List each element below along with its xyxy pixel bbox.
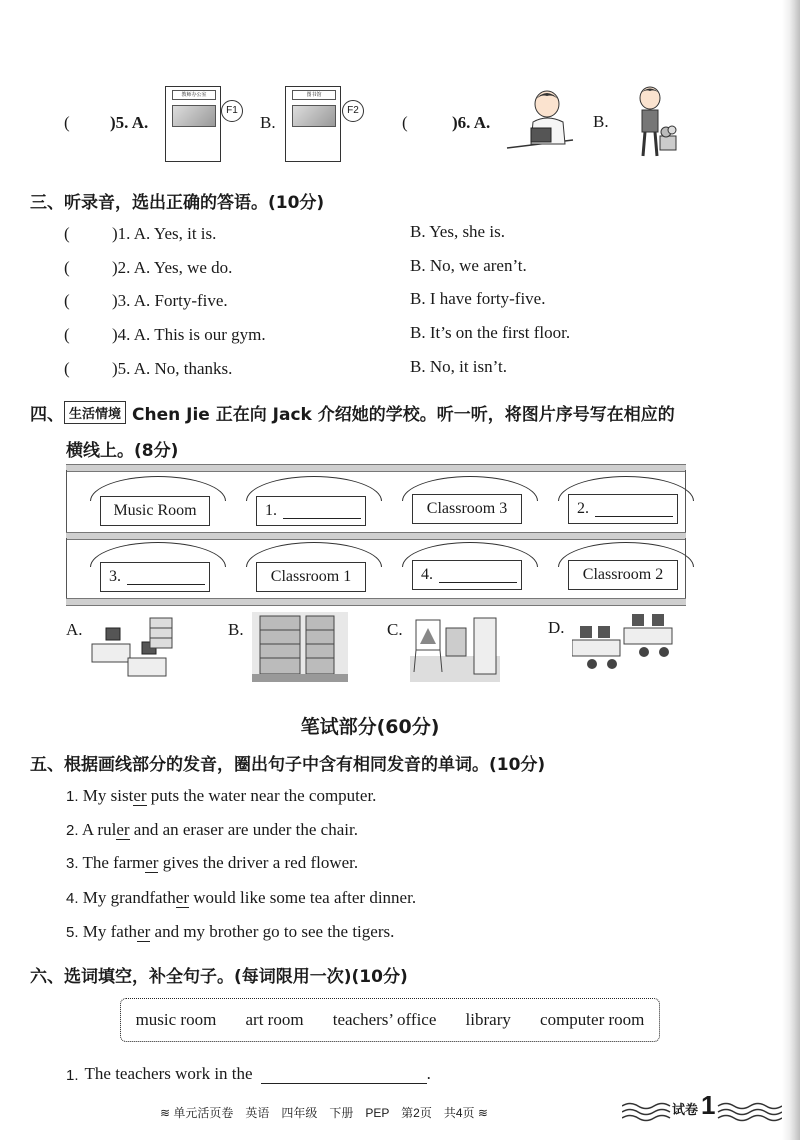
boy-watering-image — [630, 86, 680, 160]
s5-post: would like some tea after dinner. — [189, 888, 417, 907]
s5-sentence-1 — [66, 786, 376, 806]
pic-c-label: C. — [387, 620, 403, 639]
q5-paren: ( — [64, 113, 70, 132]
s3-item-1-paren: ( — [64, 224, 70, 243]
s3-item-2-b: B. No, we aren’t. — [410, 256, 527, 275]
q5-label: )5. A. — [110, 113, 149, 132]
s5-sentence-3 — [66, 853, 358, 873]
room-label: Classroom 3 — [412, 494, 522, 524]
s5-sentence-4 — [66, 888, 416, 908]
s5-post: and my brother go to see the tigers. — [150, 922, 395, 941]
word-bank-item: library — [465, 1010, 511, 1029]
section-4-title-line2: 横线上。(8分) — [66, 441, 179, 461]
floor-badge-f1: F1 — [221, 100, 243, 122]
room-top-2 — [252, 486, 374, 530]
s5-underline: er — [137, 922, 151, 941]
room-blank[interactable] — [100, 562, 210, 592]
s5-underline: er — [145, 853, 159, 872]
word-bank-item: teachers’ office — [332, 1010, 437, 1029]
room-bottom-3 — [408, 552, 530, 596]
s5-post: and an eraser are under the chair. — [129, 820, 358, 839]
blank-line — [283, 504, 361, 519]
word-bank — [120, 998, 660, 1042]
word-bank-item: computer room — [540, 1010, 645, 1029]
s3-item-4-a: )4. A. This is our gym. — [112, 325, 266, 344]
room-top-4 — [564, 486, 686, 530]
life-context-tag: 生活情境 — [64, 401, 126, 424]
page-edge-shadow — [782, 0, 800, 1140]
s3-item-5-paren: ( — [64, 359, 70, 378]
blank-line — [595, 502, 673, 517]
blank-line — [127, 570, 205, 585]
q6-b-label: B. — [593, 112, 609, 131]
s5-pre: My sist — [82, 786, 134, 805]
room-blank[interactable] — [568, 494, 678, 524]
door-b-sign: 图书馆 — [292, 90, 336, 100]
room-top-3 — [408, 486, 530, 530]
s5-sentence-2 — [66, 820, 358, 840]
blank-number: 3. — [109, 568, 121, 585]
door-a-sign: 教师办公室 — [172, 90, 216, 100]
s5-sentence-5 — [66, 922, 394, 942]
pic-a-label: A. — [66, 620, 83, 639]
s5-underline: er — [175, 888, 189, 907]
section-5-title: 五、根据画线部分的发音，圈出句子中含有相同发音的单词。(10分) — [30, 755, 546, 775]
room-label: Classroom 1 — [256, 562, 366, 592]
door-a-image — [165, 86, 221, 162]
s3-item-5-a: )5. A. No, thanks. — [112, 359, 233, 378]
footer-badge — [672, 1092, 715, 1118]
pic-b-label: B. — [228, 620, 244, 639]
s6-end: . — [426, 1064, 431, 1083]
room-bottom-1 — [96, 552, 218, 596]
s5-underline: er — [116, 820, 130, 839]
room-label: Music Room — [100, 496, 210, 526]
s5-pre: My fath — [82, 922, 138, 941]
s5-pre: A rul — [81, 820, 117, 839]
room-top-1 — [96, 486, 218, 530]
footer-badge-num: 1 — [701, 1090, 716, 1120]
room-label: Classroom 2 — [568, 560, 678, 590]
s5-num: 5. — [66, 924, 79, 941]
library-image-b — [252, 612, 348, 682]
q5-b-label: B. — [260, 113, 276, 132]
q6-label: )6. A. — [452, 113, 491, 132]
s3-item-4-b: B. It’s on the first floor. — [410, 323, 571, 342]
section-4-title-line1: Chen Jie 正在向 Jack 介绍她的学校。听一听，将图片序号写在相应的 — [132, 405, 675, 425]
room-blank[interactable] — [256, 496, 366, 526]
s5-pre: The farm — [82, 853, 146, 872]
computer-room-image-a — [88, 614, 178, 684]
computer-room-image-d — [572, 612, 676, 674]
written-part-title: 笔试部分(60分) — [300, 716, 440, 738]
s6-question-1 — [66, 1064, 431, 1084]
blank-number: 4. — [421, 566, 433, 583]
shelf-bottom — [66, 598, 686, 606]
footer-badge-label: 试卷 — [672, 1102, 699, 1117]
q6-paren: ( — [402, 113, 408, 132]
s3-item-4-paren: ( — [64, 325, 70, 344]
door-a-window — [172, 105, 216, 127]
s5-num: 1. — [66, 788, 79, 805]
blank-line — [439, 568, 517, 583]
s5-num: 4. — [66, 890, 79, 907]
s5-num: 3. — [66, 855, 79, 872]
s6-num: 1. — [66, 1067, 79, 1084]
s3-item-1-b: B. Yes, she is. — [410, 222, 505, 241]
s5-post: gives the driver a red flower. — [158, 853, 359, 872]
room-blank[interactable] — [412, 560, 522, 590]
word-bank-item: music room — [135, 1010, 217, 1029]
section-4-title — [30, 400, 675, 425]
blank-number: 1. — [265, 502, 277, 519]
s3-item-3-b: B. I have forty-five. — [410, 289, 546, 308]
door-b-image — [285, 86, 341, 162]
pic-d-label: D. — [548, 618, 565, 637]
s3-item-3-a: )3. A. Forty-five. — [112, 291, 228, 310]
room-bottom-4 — [564, 552, 686, 596]
s6-answer-blank[interactable] — [261, 1067, 427, 1084]
s3-item-1-a: )1. A. Yes, it is. — [112, 224, 217, 243]
section-4-prefix: 四、 — [30, 405, 64, 425]
section-3-title: 三、听录音，选出正确的答语。(10分) — [30, 193, 325, 213]
s5-post: puts the water near the computer. — [146, 786, 377, 805]
door-b-window — [292, 105, 336, 127]
blank-number: 2. — [577, 500, 589, 517]
footer-text: ≋ 单元活页卷 英语 四年级 下册 PEP 第2页 共4页 ≋ — [160, 1106, 488, 1120]
section-6-title: 六、选词填空，补全句子。(每词限用一次)(10分) — [30, 967, 408, 987]
s5-num: 2. — [66, 822, 79, 839]
s3-item-2-paren: ( — [64, 258, 70, 277]
s5-underline: er — [133, 786, 147, 805]
room-bottom-2 — [252, 552, 374, 596]
s3-item-2-a: )2. A. Yes, we do. — [112, 258, 233, 277]
word-bank-item: art room — [245, 1010, 304, 1029]
art-room-image-c — [410, 612, 500, 682]
s3-item-5-b: B. No, it isn’t. — [410, 357, 507, 376]
floor-badge-f2: F2 — [342, 100, 364, 122]
boy-reading-image — [505, 88, 575, 154]
s5-pre: My grandfath — [82, 888, 176, 907]
s6-text: The teachers work in the — [84, 1064, 253, 1083]
s3-item-3-paren: ( — [64, 291, 70, 310]
